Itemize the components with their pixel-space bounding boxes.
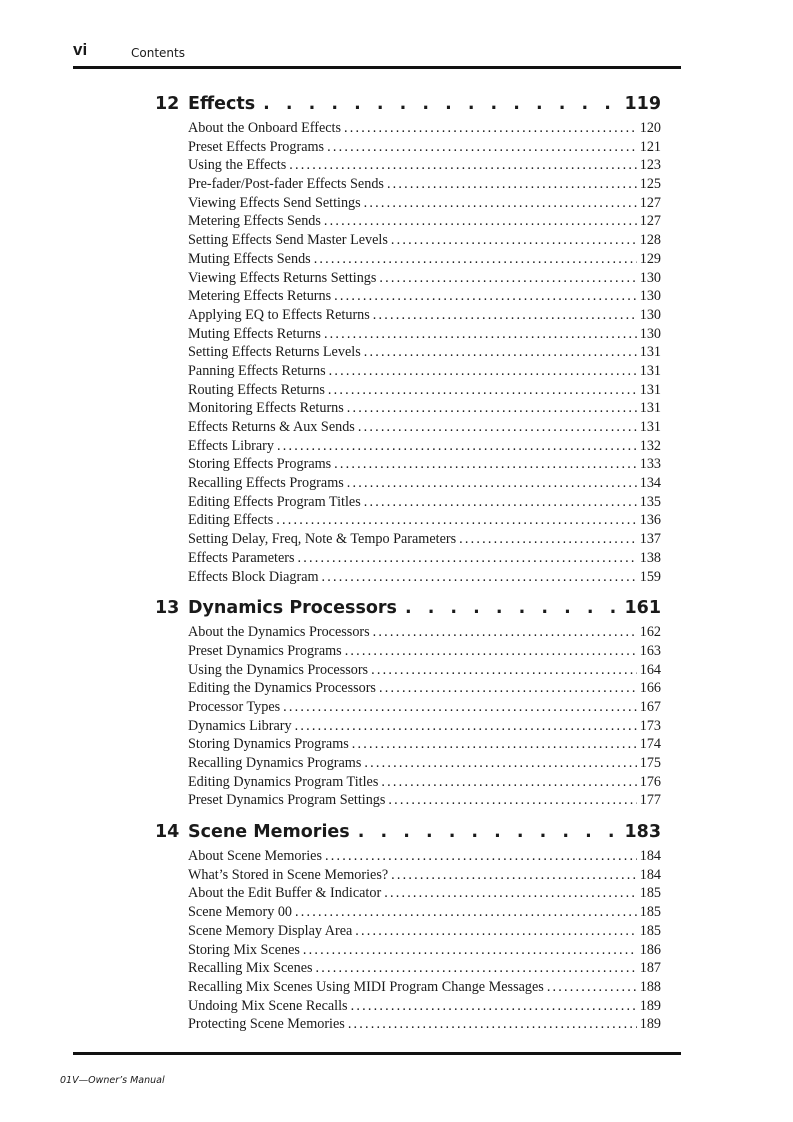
entry-title: About the Onboard Effects: [188, 120, 342, 136]
entry-title: Editing Effects: [188, 512, 274, 529]
toc-entry[interactable]: [188, 624, 661, 643]
dot-leader: [391, 232, 637, 249]
entry-page-number: 131: [639, 381, 661, 398]
entry-title: Dynamics Library: [188, 717, 292, 734]
entry-page-number: 164: [639, 661, 661, 678]
chapter-entries: [188, 120, 661, 587]
entry-title: Setting Effects Send Master Levels: [188, 232, 388, 249]
entry-title: Viewing Effects Send Settings: [188, 194, 361, 211]
dot-leader: [373, 307, 637, 324]
entry-page-number: 128: [639, 232, 661, 249]
entry-title: What’s Stored in Scene Memories?: [188, 866, 389, 883]
entry-page-number: 130: [639, 288, 661, 305]
entry-page-number: 120: [639, 120, 661, 136]
entry-title: Viewing Effects Returns Settings: [188, 269, 377, 286]
page-header: [73, 38, 681, 68]
dot-leader: [334, 288, 637, 305]
chapter-heading[interactable]: [155, 94, 661, 120]
toc-entry[interactable]: [188, 680, 661, 699]
dot-leader: [334, 456, 637, 473]
dot-leader: [381, 774, 636, 791]
entry-title: Using the Dynamics Processors: [188, 661, 369, 678]
entry-title: Preset Dynamics Programs: [188, 642, 342, 659]
entry-title: Protecting Scene Memories: [188, 1016, 345, 1033]
toc-entry[interactable]: [188, 195, 661, 214]
chapter-title: Effects: [188, 94, 256, 114]
entry-page-number: 130: [639, 325, 661, 342]
toc-entry[interactable]: [188, 904, 661, 923]
dot-leader: [351, 998, 637, 1015]
entry-title: Editing Effects Program Titles: [188, 493, 361, 510]
toc-entry[interactable]: [188, 213, 661, 232]
chapter-entries: [188, 848, 661, 1035]
dot-leader: [391, 867, 637, 884]
toc-entry[interactable]: [188, 923, 661, 942]
entry-title: About the Edit Buffer & Indicator: [188, 885, 382, 902]
toc-entry[interactable]: [188, 867, 661, 886]
entry-page-number: 162: [639, 624, 661, 641]
dot-leader: [547, 979, 637, 996]
entry-page-number: 176: [639, 773, 661, 790]
dot-leader: [263, 94, 616, 114]
chapter-heading[interactable]: [155, 822, 661, 848]
chapter-number: 12: [155, 94, 180, 114]
entry-page-number: 173: [639, 717, 661, 734]
toc-entry[interactable]: [188, 1016, 661, 1035]
dot-leader: [327, 139, 637, 156]
page-number: vi: [73, 40, 88, 59]
toc-entry[interactable]: [188, 251, 661, 270]
toc-entry[interactable]: [188, 569, 661, 588]
entry-title: Setting Effects Returns Levels: [188, 344, 361, 361]
chapter-number: 13: [155, 598, 180, 619]
dot-leader: [387, 176, 637, 193]
chapter-number: 14: [155, 822, 180, 843]
dot-leader: [379, 270, 636, 287]
entry-page-number: 133: [639, 456, 661, 473]
toc-entry[interactable]: [188, 512, 661, 531]
dot-leader: [277, 438, 637, 455]
entry-page-number: 185: [639, 904, 661, 921]
entry-page-number: 137: [639, 531, 661, 548]
entry-title: Recalling Dynamics Programs: [188, 755, 362, 771]
entry-title: Muting Effects Returns: [188, 325, 321, 342]
entry-page-number: 135: [639, 493, 661, 510]
entry-page-number: 163: [639, 642, 661, 659]
entry-page-number: 188: [639, 978, 661, 995]
entry-title: Undoing Mix Scene Recalls: [188, 997, 348, 1014]
chapter-title: Scene Memories: [188, 822, 350, 843]
entry-page-number: 132: [639, 437, 661, 454]
entry-title: Effects Parameters: [188, 549, 295, 566]
dot-leader: [347, 475, 637, 492]
toc-entry[interactable]: [188, 792, 661, 811]
toc-entry[interactable]: [188, 456, 661, 475]
entry-title: Processor Types: [188, 698, 281, 715]
entry-title: Effects Library: [188, 437, 275, 454]
entry-title: Storing Effects Programs: [188, 456, 332, 473]
dot-leader: [371, 662, 637, 679]
toc-entry[interactable]: [188, 307, 661, 326]
entry-page-number: 159: [639, 568, 661, 585]
chapter-page-number: 183: [624, 822, 661, 843]
entry-page-number: 187: [639, 960, 661, 977]
entry-page-number: 123: [639, 157, 661, 174]
entry-title: Using the Effects: [188, 157, 287, 174]
entry-title: Preset Dynamics Program Settings: [188, 792, 386, 809]
toc-entry[interactable]: [188, 382, 661, 401]
entry-title: Editing Dynamics Program Titles: [188, 773, 379, 790]
dot-leader: [355, 923, 636, 940]
toc-entry[interactable]: [188, 232, 661, 251]
toc-entry[interactable]: [188, 344, 661, 363]
entry-page-number: 136: [639, 512, 661, 529]
dot-leader: [324, 213, 637, 230]
entry-page-number: 167: [639, 698, 661, 715]
dot-leader: [298, 550, 637, 567]
dot-leader: [348, 1016, 637, 1033]
toc-entry[interactable]: [188, 755, 661, 774]
toc-entry[interactable]: [188, 438, 661, 457]
dot-leader: [364, 195, 637, 212]
chapter-page-number: 119: [624, 94, 661, 114]
entry-page-number: 131: [639, 362, 661, 379]
entry-page-number: 121: [639, 138, 661, 155]
dot-leader: [303, 942, 637, 959]
entry-page-number: 134: [639, 475, 661, 492]
toc-entry[interactable]: [188, 494, 661, 513]
toc-entry[interactable]: [188, 120, 661, 139]
bottom-rule: [73, 1052, 681, 1055]
header-title: Contents: [131, 46, 185, 60]
entry-page-number: 184: [639, 866, 661, 883]
entry-page-number: 125: [639, 176, 661, 193]
toc-entry[interactable]: [188, 288, 661, 307]
toc-entry[interactable]: [188, 848, 661, 867]
toc-entry[interactable]: [188, 270, 661, 289]
toc-chapter: [155, 598, 661, 811]
top-rule: [73, 66, 681, 69]
entry-page-number: 174: [639, 736, 661, 753]
dot-leader: [405, 598, 617, 618]
dot-leader: [364, 755, 636, 772]
entry-title: Recalling Mix Scenes Using MIDI Program Change Messages: [188, 978, 544, 995]
dot-leader: [316, 960, 637, 977]
entry-page-number: 166: [639, 680, 661, 697]
toc-entry[interactable]: [188, 960, 661, 979]
toc-entry[interactable]: [188, 643, 661, 662]
dot-leader: [384, 885, 637, 902]
dot-leader: [283, 699, 637, 716]
entry-page-number: 185: [639, 922, 661, 939]
toc-entry[interactable]: [188, 419, 661, 438]
chapter-page-number: 161: [624, 598, 661, 619]
chapter-heading[interactable]: [155, 598, 661, 624]
entry-page-number: 127: [639, 194, 661, 211]
entry-page-number: 130: [639, 269, 661, 286]
entry-page-number: 185: [639, 885, 661, 902]
dot-leader: [344, 120, 637, 137]
entry-page-number: 127: [639, 213, 661, 230]
chapter-title: Dynamics Processors: [188, 598, 397, 619]
entry-title: Monitoring Effects Returns: [188, 400, 344, 417]
dot-leader: [295, 718, 637, 735]
dot-leader: [329, 363, 637, 380]
entry-page-number: 186: [639, 941, 661, 958]
dot-leader: [295, 904, 637, 921]
entry-title: Editing the Dynamics Processors: [188, 680, 376, 697]
entry-page-number: 189: [639, 1016, 661, 1033]
dot-leader: [325, 848, 637, 865]
dot-leader: [322, 569, 637, 586]
toc-entry[interactable]: [188, 176, 661, 195]
toc-chapter: [155, 94, 661, 587]
entry-title: Pre-fader/Post-fader Effects Sends: [188, 176, 384, 193]
entry-page-number: 131: [639, 344, 661, 361]
entry-title: About the Dynamics Processors: [188, 624, 370, 641]
dot-leader: [345, 643, 637, 660]
dot-leader: [364, 344, 637, 361]
entry-title: Panning Effects Returns: [188, 362, 326, 379]
entry-title: Muting Effects Sends: [188, 250, 311, 267]
dot-leader: [352, 736, 637, 753]
entry-title: Effects Returns & Aux Sends: [188, 419, 355, 435]
entry-title: Scene Memory 00: [188, 904, 293, 921]
toc-entry[interactable]: [188, 942, 661, 961]
dot-leader: [364, 494, 637, 511]
entry-page-number: 131: [639, 419, 661, 435]
entry-page-number: 138: [639, 549, 661, 566]
dot-leader: [289, 157, 636, 174]
entry-title: Setting Delay, Freq, Note & Tempo Parameters: [188, 531, 457, 548]
entry-page-number: 129: [639, 250, 661, 267]
dot-leader: [373, 624, 637, 641]
entry-title: Metering Effects Sends: [188, 213, 321, 230]
entry-page-number: 189: [639, 997, 661, 1014]
toc-entry[interactable]: [188, 998, 661, 1017]
entry-page-number: 131: [639, 400, 661, 417]
dot-leader: [347, 400, 637, 417]
entry-title: Scene Memory Display Area: [188, 922, 353, 939]
dot-leader: [276, 512, 636, 529]
dot-leader: [314, 251, 637, 268]
dot-leader: [379, 680, 637, 697]
toc-entry[interactable]: [188, 718, 661, 737]
toc-entry[interactable]: [188, 475, 661, 494]
chapter-entries: [188, 624, 661, 811]
entry-title: Routing Effects Returns: [188, 381, 325, 398]
toc-entry[interactable]: [188, 885, 661, 904]
entry-title: Metering Effects Returns: [188, 288, 332, 305]
entry-title: About Scene Memories: [188, 848, 322, 865]
entry-page-number: 130: [639, 306, 661, 323]
table-of-contents: [155, 94, 661, 1046]
entry-page-number: 184: [639, 848, 661, 865]
entry-title: Storing Dynamics Programs: [188, 736, 349, 753]
toc-entry[interactable]: [188, 326, 661, 345]
entry-page-number: 177: [639, 792, 661, 809]
toc-entry[interactable]: [188, 979, 661, 998]
toc-entry[interactable]: [188, 139, 661, 158]
toc-entry[interactable]: [188, 400, 661, 419]
dot-leader: [358, 822, 617, 842]
dot-leader: [358, 419, 637, 436]
entry-title: Recalling Mix Scenes: [188, 960, 313, 977]
entry-title: Effects Block Diagram: [188, 568, 319, 585]
toc-entry[interactable]: [188, 550, 661, 569]
toc-entry[interactable]: [188, 699, 661, 718]
toc-entry[interactable]: [188, 157, 661, 176]
toc-entry[interactable]: [188, 531, 661, 550]
dot-leader: [328, 382, 637, 399]
toc-entry[interactable]: [188, 363, 661, 382]
toc-entry[interactable]: [188, 774, 661, 793]
entry-title: Recalling Effects Programs: [188, 475, 344, 492]
dot-leader: [388, 792, 636, 809]
dot-leader: [459, 531, 637, 548]
footer-text: 01V—Owner’s Manual: [60, 1075, 165, 1086]
toc-entry[interactable]: [188, 662, 661, 681]
entry-title: Storing Mix Scenes: [188, 941, 300, 958]
entry-title: Applying EQ to Effects Returns: [188, 306, 370, 323]
entry-title: Preset Effects Programs: [188, 138, 325, 155]
entry-page-number: 175: [639, 755, 661, 771]
toc-chapter: [155, 822, 661, 1035]
dot-leader: [324, 326, 637, 343]
toc-entry[interactable]: [188, 736, 661, 755]
